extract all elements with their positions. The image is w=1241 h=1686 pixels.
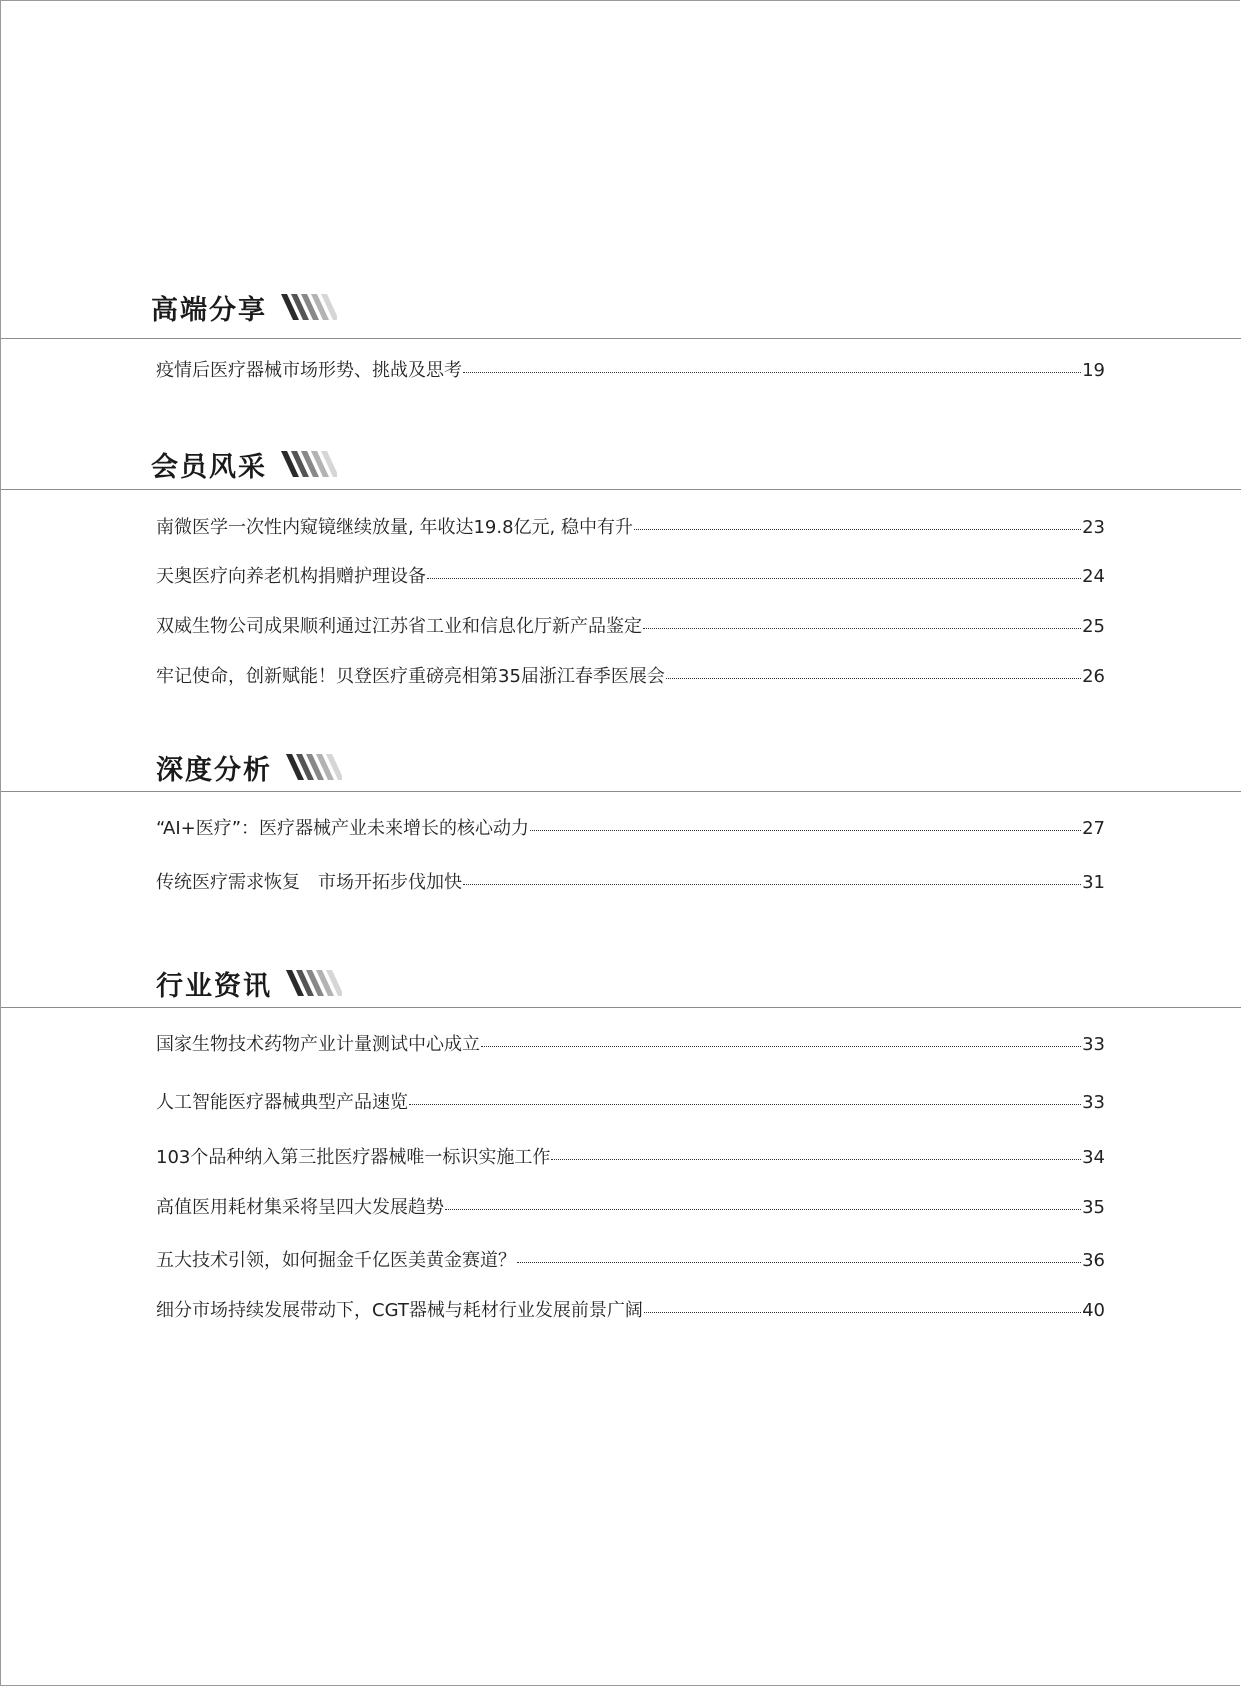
toc-entry[interactable] <box>156 1193 1105 1219</box>
toc-entry[interactable] <box>156 1143 1105 1169</box>
toc-entry-title: 传统医疗需求恢复 市场开拓步伐加快 <box>156 872 462 893</box>
dot-leader <box>644 1312 1081 1313</box>
section-header-gaoduan <box>151 287 337 327</box>
dot-leader <box>463 884 1081 885</box>
toc-entry-title: 牢记使命，创新赋能！贝登医疗重磅亮相第35届浙江春季医展会 <box>156 666 665 687</box>
section-title: 行业资讯 <box>156 970 272 1002</box>
toc-entry-page: 24 <box>1082 566 1105 587</box>
toc-entry[interactable] <box>156 868 1105 894</box>
toc-entry[interactable] <box>156 562 1105 588</box>
dot-leader <box>445 1209 1081 1210</box>
toc-entry-page: 40 <box>1082 1300 1105 1321</box>
toc-entry[interactable] <box>156 814 1105 840</box>
section-divider <box>1 489 1241 490</box>
section-title: 深度分析 <box>156 754 272 786</box>
dot-leader <box>427 578 1081 579</box>
toc-entry[interactable] <box>156 1030 1105 1056</box>
section-header-shendu <box>156 747 342 787</box>
dot-leader <box>517 1262 1081 1263</box>
toc-entry[interactable] <box>156 1246 1105 1272</box>
toc-entry-page: 33 <box>1082 1034 1105 1055</box>
dot-leader <box>666 678 1081 679</box>
toc-entry-page: 25 <box>1082 616 1105 637</box>
diagonal-stripes-icon <box>279 292 337 322</box>
section-title: 会员风采 <box>151 451 267 483</box>
toc-entry-page: 35 <box>1082 1197 1105 1218</box>
toc-entry-page: 27 <box>1082 818 1105 839</box>
dot-leader <box>463 372 1081 373</box>
toc-entry-page: 23 <box>1082 517 1105 538</box>
dot-leader <box>530 830 1081 831</box>
section-divider <box>1 338 1241 339</box>
toc-entry-title: 103个品种纳入第三批医疗器械唯一标识实施工作 <box>156 1147 551 1168</box>
toc-entry-title: 疫情后医疗器械市场形势、挑战及思考 <box>156 360 462 381</box>
diagonal-stripes-icon <box>284 752 342 782</box>
diagonal-stripes-icon <box>284 968 342 998</box>
dot-leader <box>551 1159 1081 1160</box>
toc-entry[interactable] <box>156 1296 1105 1322</box>
diagonal-stripes-icon <box>279 449 337 479</box>
toc-entry[interactable] <box>156 1088 1105 1114</box>
section-divider <box>1 1007 1241 1008</box>
toc-entry-title: 国家生物技术药物产业计量测试中心成立 <box>156 1034 480 1055</box>
toc-entry-page: 33 <box>1082 1092 1105 1113</box>
toc-entry[interactable] <box>156 513 1105 539</box>
toc-entry-title: “AI+医疗”：医疗器械产业未来增长的核心动力 <box>156 818 530 839</box>
section-divider <box>1 791 1241 792</box>
toc-entry-title: 南微医学一次性内窥镜继续放量, 年收达19.8亿元, 稳中有升 <box>156 517 633 538</box>
dot-leader <box>409 1104 1081 1105</box>
toc-entry-page: 31 <box>1082 872 1105 893</box>
toc-entry[interactable] <box>156 356 1105 382</box>
dot-leader <box>481 1046 1081 1047</box>
section-title: 高端分享 <box>151 294 267 326</box>
toc-entry-title: 天奥医疗向养老机构捐赠护理设备 <box>156 566 426 587</box>
dot-leader <box>643 628 1081 629</box>
toc-entry-title: 细分市场持续发展带动下，CGT器械与耗材行业发展前景广阔 <box>156 1300 643 1321</box>
toc-entry-page: 36 <box>1082 1250 1105 1271</box>
toc-entry[interactable] <box>156 612 1105 638</box>
toc-entry-page: 26 <box>1082 666 1105 687</box>
section-header-hangye <box>156 963 342 1003</box>
toc-entry-page: 34 <box>1082 1147 1105 1168</box>
toc-entry-title: 五大技术引领，如何掘金千亿医美黄金赛道？ <box>156 1250 516 1271</box>
dot-leader <box>634 529 1081 530</box>
toc-entry-page: 19 <box>1082 360 1105 381</box>
toc-entry-title: 人工智能医疗器械典型产品速览 <box>156 1092 408 1113</box>
section-header-huiyuan <box>151 444 337 484</box>
toc-entry[interactable] <box>156 662 1105 688</box>
toc-entry-title: 高值医用耗材集采将呈四大发展趋势 <box>156 1197 444 1218</box>
toc-entry-title: 双威生物公司成果顺利通过江苏省工业和信息化厅新产品鉴定 <box>156 616 642 637</box>
